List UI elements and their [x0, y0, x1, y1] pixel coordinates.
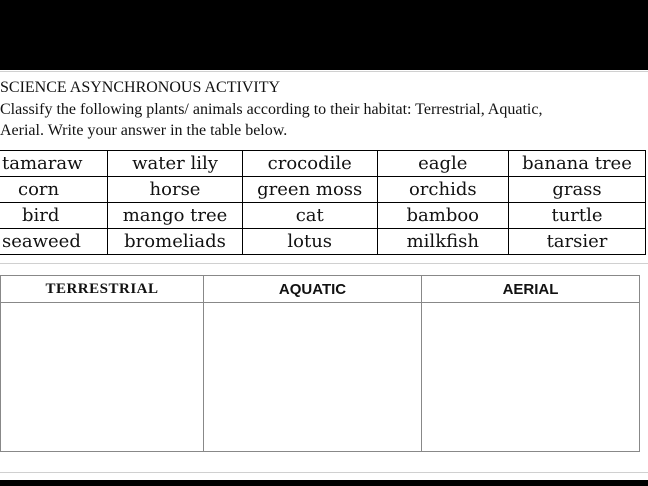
word-bank-table [0, 150, 646, 255]
word-cell: grass [508, 177, 645, 203]
terrestrial-answer-cell[interactable] [1, 303, 204, 452]
top-black-bar [0, 0, 648, 70]
aerial-answer-cell[interactable] [422, 303, 640, 452]
aquatic-answer-cell[interactable] [204, 303, 422, 452]
word-cell: bird [0, 203, 108, 229]
bottom-divider [0, 472, 648, 473]
terrestrial-header: TERRESTRIAL [1, 276, 204, 303]
word-cell: bamboo [377, 203, 508, 229]
word-cell: tamaraw [0, 151, 108, 177]
activity-title: SCIENCE ASYNCHRONOUS ACTIVITY [0, 79, 281, 96]
word-cell: green moss [242, 177, 377, 203]
word-cell: lotus [242, 229, 377, 255]
word-cell: tarsier [508, 229, 645, 255]
word-cell: corn [0, 177, 108, 203]
word-cell: water lily [108, 151, 243, 177]
instruction-line-2: Aerial. Write your answer in the table below. [0, 122, 288, 139]
word-cell: crocodile [242, 151, 377, 177]
middle-divider [0, 263, 648, 264]
bottom-black-bar [0, 480, 648, 486]
word-cell: milkfish [377, 229, 508, 255]
top-divider [0, 71, 648, 72]
answer-table [0, 275, 640, 452]
word-cell: bromeliads [108, 229, 243, 255]
word-bank-row [0, 229, 646, 255]
aquatic-header: AQUATIC [204, 276, 422, 303]
word-bank-row [0, 151, 646, 177]
aerial-header: AERIAL [422, 276, 640, 303]
word-cell: orchids [377, 177, 508, 203]
word-cell: eagle [377, 151, 508, 177]
answer-header-row [1, 276, 640, 303]
word-bank-row [0, 177, 646, 203]
word-cell: seaweed [0, 229, 108, 255]
word-cell: banana tree [508, 151, 645, 177]
word-cell: turtle [508, 203, 645, 229]
word-cell: horse [108, 177, 243, 203]
word-bank-row [0, 203, 646, 229]
instruction-line-1: Classify the following plants/ animals according to their habitat: Terrestrial, Aquatic, [0, 101, 543, 118]
word-cell: cat [242, 203, 377, 229]
word-cell: mango tree [108, 203, 243, 229]
answer-row [1, 303, 640, 452]
